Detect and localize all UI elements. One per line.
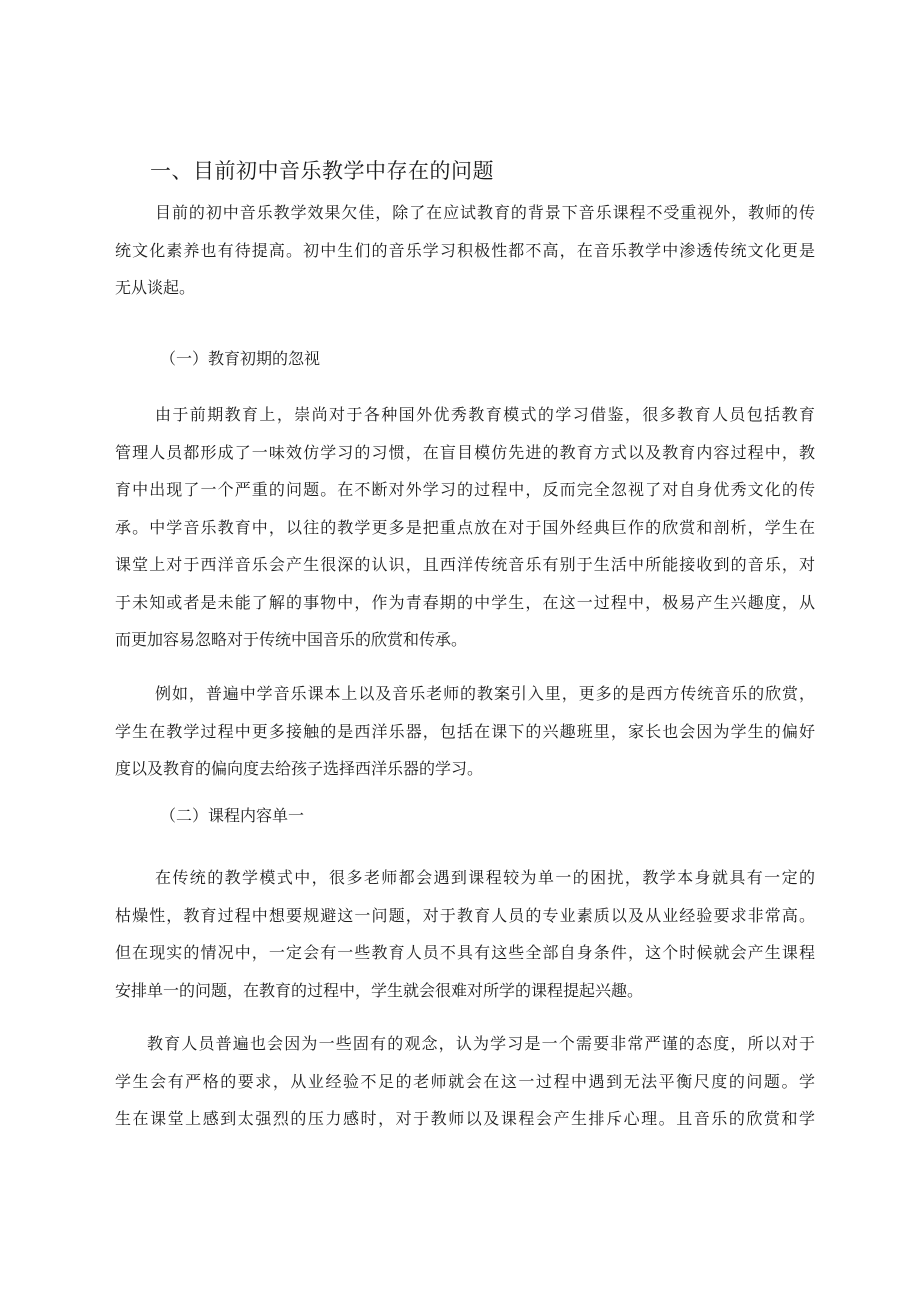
paragraph-line: 安排单一的问题，在教育的过程中，学生就会很难对所学的课程提起兴趣。 bbox=[115, 980, 644, 1000]
paragraph-line: 例如，普遍中学音乐课本上以及音乐老师的教案引入里，更多的是西方传统音乐的欣赏， bbox=[155, 684, 815, 703]
subsection-heading-1: （一）教育初期的忽视 bbox=[160, 349, 321, 368]
paragraph-line: 学生在教学过程中更多接触的是西洋乐器，包括在课下的兴趣班里，家长也会因为学生的偏好 bbox=[115, 721, 815, 741]
paragraph-line: 目前的初中音乐教学效果欠佳，除了在应试教育的背景下音乐课程不受重视外，教师的传 bbox=[155, 203, 815, 222]
paragraph-line: 而更加容易忽略对于传统中国音乐的欣赏和传承。 bbox=[115, 630, 468, 649]
subsection-heading-2: （二）课程内容单一 bbox=[160, 806, 305, 825]
section-heading: 一、目前初中音乐教学中存在的问题 bbox=[150, 159, 494, 183]
paragraph-line: 由于前期教育上，崇尚对于各种国外优秀教育模式的学习借鉴，很多教育人员包括教育 bbox=[155, 405, 815, 424]
subsection-2-paragraph-1 bbox=[115, 859, 815, 1009]
subsection-1-paragraph-1 bbox=[115, 396, 815, 659]
paragraph-line: 于未知或者是未能了解的事物中，作为青春期的中学生，在这一过程中，极易产生兴趣度，从 bbox=[115, 592, 815, 612]
paragraph-line: 在传统的教学模式中，很多老师都会遇到课程较为单一的困扰，教学本身就具有一定的 bbox=[155, 868, 815, 887]
paragraph-line: 度以及教育的偏向度去给孩子选择西洋乐器的学习。 bbox=[115, 759, 484, 778]
paragraph-line: 育中出现了一个严重的问题。在不断对外学习的过程中，反而完全忽视了对自身优秀文化的传 bbox=[115, 480, 815, 499]
paragraph-line: 承。中学音乐教育中，以往的教学更多是把重点放在对于国外经典巨作的欣赏和剖析，学生在 bbox=[115, 517, 815, 537]
subsection-1-paragraph-2 bbox=[115, 675, 815, 788]
paragraph-line: 管理人员都形成了一味效仿学习的习惯，在盲目模仿先进的教育方式以及教育内容过程中，教 bbox=[115, 442, 815, 462]
paragraph-line: 教育人员普遍也会因为一些固有的观念，认为学习是一个需要非常严谨的态度，所以对于 bbox=[147, 1034, 815, 1053]
paragraph-line: 学生会有严格的要求，从业经验不足的老师就会在这一过程中遇到无法平衡尺度的问题。学 bbox=[115, 1071, 815, 1091]
paragraph-line: 但在现实的情况中，一定会有一些教育人员不具有这些全部自身条件，这个时候就会产生课程 bbox=[115, 943, 815, 962]
intro-paragraph bbox=[115, 194, 815, 307]
subsection-2-paragraph-2 bbox=[115, 1025, 815, 1138]
paragraph-line: 生在课堂上感到太强烈的压力感时，对于教师以及课程会产生排斥心理。且音乐的欣赏和学 bbox=[115, 1109, 815, 1128]
paragraph-line: 课堂上对于西洋音乐会产生很深的认识，且西洋传统音乐有别于生活中所能接收到的音乐，对 bbox=[115, 555, 815, 574]
paragraph-line: 无从谈起。 bbox=[115, 278, 196, 297]
paragraph-line: 统文化素养也有待提高。初中生们的音乐学习积极性都不高，在音乐教学中渗透传统文化更是 bbox=[115, 240, 815, 260]
paragraph-line: 枯燥性，教育过程中想要规避这一问题，对于教育人员的专业素质以及从业经验要求非常高。 bbox=[115, 905, 815, 925]
